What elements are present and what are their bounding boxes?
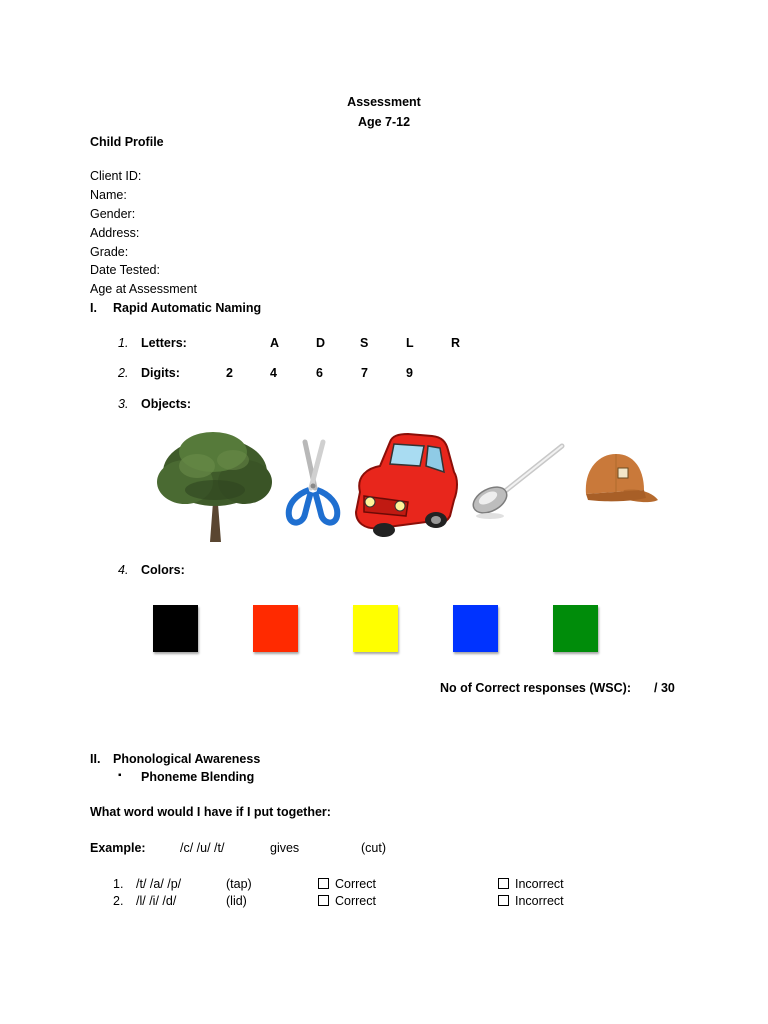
- item4-number: 4.: [118, 563, 129, 577]
- checkbox-icon[interactable]: [318, 895, 329, 906]
- bullet-icon: ▪: [118, 770, 122, 781]
- checkbox-icon[interactable]: [498, 878, 509, 889]
- correct-checkbox-option[interactable]: [318, 877, 376, 891]
- letter-value: L: [406, 336, 414, 350]
- score-label: No of Correct responses (WSC):: [440, 681, 631, 695]
- color-swatch-black: [153, 605, 198, 652]
- section1-number: I.: [90, 301, 97, 315]
- letter-value: R: [451, 336, 461, 350]
- digit-value: 7: [361, 366, 368, 380]
- digit-value: 2: [226, 366, 233, 380]
- tree-icon: [155, 430, 273, 542]
- color-swatch-blue: [453, 605, 498, 652]
- item3-label: Objects:: [141, 397, 192, 411]
- phoneme-blending-heading: Phoneme Blending: [141, 770, 255, 784]
- section1-heading: Rapid Automatic Naming: [113, 301, 262, 315]
- field-gender: Gender:: [90, 207, 136, 221]
- example-label: Example:: [90, 841, 146, 855]
- field-grade: Grade:: [90, 245, 129, 259]
- incorrect-label: Incorrect: [515, 877, 564, 891]
- field-name: Name:: [90, 188, 127, 202]
- incorrect-checkbox-option[interactable]: [498, 894, 564, 908]
- checkbox-icon[interactable]: [318, 878, 329, 889]
- example-gives: gives: [270, 841, 300, 855]
- correct-label: Correct: [335, 894, 376, 908]
- color-swatch-red: [253, 605, 298, 652]
- blend-item-sounds: /l/ /i/ /d/: [136, 894, 177, 908]
- scissors-icon: [283, 438, 343, 528]
- field-age-at-assessment: Age at Assessment: [90, 282, 198, 296]
- section2-number: II.: [90, 752, 101, 766]
- child-profile-heading: Child Profile: [90, 135, 164, 149]
- blend-item-word: (tap): [226, 877, 252, 891]
- item2-label: Digits:: [141, 366, 180, 380]
- item2-number: 2.: [118, 366, 129, 380]
- document-subtitle: Age 7-12: [357, 115, 411, 129]
- letter-value: D: [316, 336, 326, 350]
- incorrect-checkbox-option[interactable]: [498, 877, 564, 891]
- blending-prompt: What word would I have if I put together:: [90, 805, 331, 819]
- example-sounds: /c/ /u/ /t/: [180, 841, 225, 855]
- blend-item-sounds: /t/ /a/ /p/: [136, 877, 182, 891]
- example-word: (cut): [361, 841, 386, 855]
- letter-value: S: [360, 336, 369, 350]
- item3-number: 3.: [118, 397, 129, 411]
- document-title: Assessment: [347, 95, 421, 109]
- field-address: Address:: [90, 226, 140, 240]
- item1-label: Letters:: [141, 336, 187, 350]
- blend-item-word: (lid): [226, 894, 247, 908]
- blend-item-number: 2.: [113, 894, 124, 908]
- letter-value: A: [270, 336, 280, 350]
- car-icon: [350, 432, 460, 538]
- digit-value: 9: [406, 366, 413, 380]
- blend-item-number: 1.: [113, 877, 124, 891]
- field-client-id: Client ID:: [90, 169, 142, 183]
- digit-value: 4: [270, 366, 277, 380]
- field-date-tested: Date Tested:: [90, 263, 160, 277]
- score-value: / 30: [654, 681, 675, 695]
- color-swatch-green: [553, 605, 598, 652]
- incorrect-label: Incorrect: [515, 894, 564, 908]
- digit-value: 6: [316, 366, 323, 380]
- correct-checkbox-option[interactable]: [318, 894, 376, 908]
- correct-label: Correct: [335, 877, 376, 891]
- checkbox-icon[interactable]: [498, 895, 509, 906]
- color-swatch-yellow: [353, 605, 398, 652]
- spoon-icon: [470, 442, 566, 522]
- cap-icon: [580, 450, 660, 512]
- item1-number: 1.: [118, 336, 129, 350]
- item4-label: Colors:: [141, 563, 185, 577]
- section2-heading: Phonological Awareness: [113, 752, 261, 766]
